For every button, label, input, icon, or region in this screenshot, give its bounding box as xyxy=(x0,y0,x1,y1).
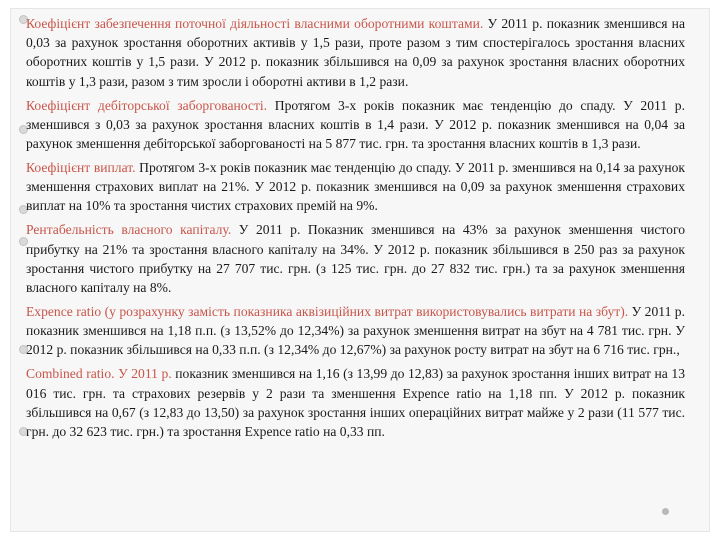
term-expence-ratio: Expence ratio (у розрахунку замість показника аквізиційних витрат використовувались витрати на збут). xyxy=(26,304,629,320)
corner-dot-icon xyxy=(662,508,669,515)
term-combined-ratio: Combined ratio. У 2011 р. xyxy=(26,366,172,382)
document-text xyxy=(26,14,685,446)
text-payout-ratio: Протягом 3-х років показник має тенденцію до спаду. У 2011 р. зменшився на 0,14 за рахунок зменшення страхових виплат на 21%. У 2012 р. показник зменшився на 0,09 за рахунок зменшення страхових виплат на 10% та зростання чистих страхових премій на 9%. xyxy=(26,160,685,214)
term-working-capital-ratio: Коефіцієнт забезпечення поточної діяльності власними оборотними коштами. xyxy=(26,16,484,31)
text-working-capital-ratio: У 2011 р. показник зменшився на 0,03 за рахунок зростання оборотних активів у 1,5 рази, проте разом з тим спостерігалось зростання власних оборотних коштів у 1,5 рази. У 2012 р. показник збільшився на 0,09 за рахунок зростання власних оборотних коштів у 1,3 рази, разом з тим зросли і оборотні активи в 1,2 рази. xyxy=(26,16,685,89)
paragraph-combined-ratio xyxy=(26,364,685,441)
term-return-on-equity: Рентабельність власного капіталу. xyxy=(26,222,232,238)
text-receivables-ratio: Протягом 3-х років показник має тенденцію до спаду. У 2011 р. зменшився з 0,03 за рахунок зростання власних коштів в 1,4 рази. У 2012 р. показник зменшився на 0,04 за рахунок зменшення дебіторської заборгованості на 5 877 тис. грн. та зростання власних коштів в 1,3 рази. xyxy=(26,97,685,152)
paragraph-receivables-ratio xyxy=(26,96,685,154)
term-payout-ratio: Коефіцієнт виплат. xyxy=(26,160,136,176)
paragraph-working-capital-ratio xyxy=(26,14,685,91)
text-combined-ratio: показник зменшився на 1,16 (з 13,99 до 12,83) за рахунок зростання інших витрат на 13 016 тис. грн. та страхових резервів у 2 рази та зменшення Expence ratio на 1,18 пп. У 2012 р. показник збільшився на 0,67 (з 12,83 до 13,50) за рахунок зростання інших операційних витрат майже у 2 рази (11 577 тис. грн. до 32 623 тис. грн.) та зростання Expence ratio на 0,33 пп. xyxy=(26,366,685,440)
paragraph-return-on-equity xyxy=(26,220,685,297)
paragraph-expence-ratio xyxy=(26,302,685,360)
term-receivables-ratio: Коефіцієнт дебіторської заборгованості. xyxy=(26,97,268,113)
text-expence-ratio: У 2011 р. показник зменшився на 1,18 п.п. (з 13,52% до 12,34%) за рахунок зменшення витрат на збут на 4 781 тис. грн. У 2012 р. показник збільшився на 0,33 п.п. (з 12,34% до 12,67%) за рахунок росту витрат на збут на 6 716 тис. грн., xyxy=(26,304,686,358)
text-return-on-equity: У 2011 р. Показник зменшився на 43% за рахунок зменшення чистого прибутку на 21% та зростання власного капіталу на 34%. У 2012 р. показник збільшився в 250 раз за рахунок зростання чистого прибутку на 27 707 тис. грн. (з 125 тис. грн. до 27 832 тис. грн.) та за рахунок зменшення власного капіталу на 8%. xyxy=(26,222,686,296)
paragraph-payout-ratio xyxy=(26,158,685,216)
